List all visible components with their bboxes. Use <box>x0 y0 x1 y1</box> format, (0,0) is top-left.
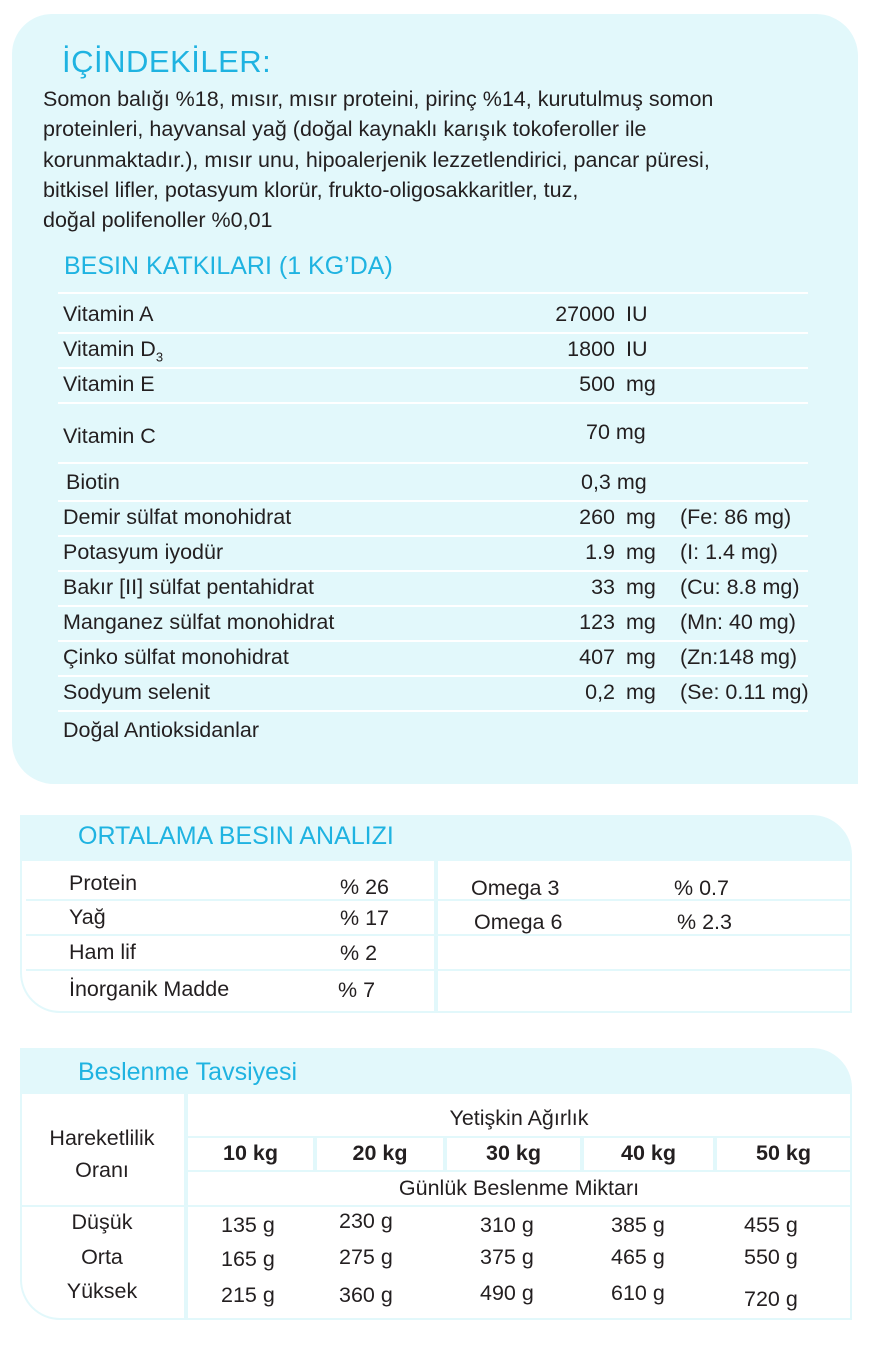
additive-value: 0,3 mg <box>581 470 647 494</box>
additive-unit: mg <box>626 645 656 669</box>
additive-value: 33 <box>591 575 615 599</box>
analysis-row-divider <box>26 969 850 971</box>
analysis-value: % 2 <box>340 941 378 965</box>
additive-name: Potasyum iyodür <box>63 540 224 564</box>
analysis-value: % 0.7 <box>674 876 729 900</box>
additives-divider <box>58 462 808 464</box>
ingredients-title: İÇİNDEKİLER: <box>62 44 272 79</box>
feeding-title: Beslenme Tavsiyesi <box>78 1058 298 1086</box>
additives-divider <box>58 402 808 404</box>
additive-name: Vitamin A <box>63 302 154 326</box>
additive-unit: mg <box>626 372 656 396</box>
feeding-amount: 490 g <box>480 1281 534 1305</box>
additive-element-content: (Fe: 86 mg) <box>680 505 792 529</box>
feeding-amount: 310 g <box>480 1213 534 1237</box>
analysis-name: İnorganik Madde <box>69 977 230 1001</box>
analysis-value: % 26 <box>340 875 390 899</box>
feeding-amount: 375 g <box>480 1245 534 1269</box>
analysis-value: % 17 <box>340 906 390 930</box>
additive-name: Sodyum selenit <box>63 680 210 704</box>
weight-column-header: 40 kg <box>621 1141 676 1165</box>
additive-value: 500 <box>579 372 615 396</box>
additive-value: 260 <box>579 505 615 529</box>
additive-name <box>63 337 163 364</box>
analysis-column-divider <box>434 861 438 1013</box>
daily-header: Günlük Beslenme Miktarı <box>398 1176 640 1200</box>
additive-unit: mg <box>626 540 656 564</box>
activity-level: Orta <box>81 1245 123 1269</box>
analysis-name: Omega 3 <box>471 876 560 900</box>
additive-element-content: (Se: 0.11 mg) <box>680 680 809 704</box>
additive-unit: IU <box>626 302 648 326</box>
additive-value: 1800 <box>567 337 615 361</box>
additive-value: 1.9 <box>585 540 615 564</box>
analysis-title: ORTALAMA BESIN ANALIZI <box>78 822 394 850</box>
weight-column-header: 10 kg <box>223 1141 278 1165</box>
additive-value: 123 <box>579 610 615 634</box>
additive-value: 70 mg <box>586 420 646 444</box>
weight-column-header: 20 kg <box>352 1141 408 1165</box>
additive-name: Çinko sülfat monohidrat <box>63 645 289 669</box>
feeding-row-divider <box>186 1170 850 1172</box>
feeding-amount: 720 g <box>744 1287 798 1311</box>
additives-divider <box>58 535 808 537</box>
additives-divider <box>58 332 808 334</box>
weight-header: Yetişkin Ağırlık <box>449 1106 589 1130</box>
additive-element-content: (Zn:148 mg) <box>680 645 798 669</box>
feeding-amount: 135 g <box>221 1213 275 1237</box>
additive-name: Bakır [II] sülfat pentahidrat <box>63 575 314 599</box>
additives-footer: Doğal Antioksidanlar <box>63 718 260 742</box>
activity-level: Yüksek <box>66 1279 138 1303</box>
additive-name: Manganez sülfat monohidrat <box>63 610 335 634</box>
additives-divider <box>58 640 808 642</box>
additive-name: Vitamin C <box>63 424 156 448</box>
analysis-value: % 2.3 <box>677 910 732 934</box>
feeding-amount: 360 g <box>339 1283 393 1307</box>
additive-element-content: (Mn: 40 mg) <box>680 610 796 634</box>
additive-value: 0,2 <box>585 680 615 704</box>
additives-divider <box>58 292 808 294</box>
ingredients-line: bitkisel lifler, potasyum klorür, frukto-oligosakkaritler, tuz, <box>43 177 579 202</box>
ingredients-text <box>43 84 843 235</box>
additive-unit: mg <box>626 610 656 634</box>
activity-level: Düşük <box>71 1210 133 1234</box>
analysis-name: Omega 6 <box>474 910 563 934</box>
feeding-amount: 165 g <box>221 1247 275 1271</box>
ingredients-line: doğal polifenoller %0,01 <box>43 208 273 233</box>
additive-name: Vitamin E <box>63 372 155 396</box>
weight-column-header: 50 kg <box>756 1141 811 1165</box>
analysis-name: Protein <box>69 871 138 895</box>
analysis-value: % 7 <box>338 978 376 1002</box>
feeding-amount: 385 g <box>611 1213 665 1237</box>
additive-element-content: (Cu: 8.8 mg) <box>680 575 800 599</box>
feeding-amount: 215 g <box>221 1283 275 1307</box>
additive-unit: mg <box>626 680 656 704</box>
additives-divider <box>58 605 808 607</box>
additives-divider <box>58 500 808 502</box>
feeding-amount: 455 g <box>744 1213 798 1237</box>
additives-title: BESIN KATKILARI (1 KG’DA) <box>64 252 393 280</box>
additive-unit: IU <box>626 337 648 361</box>
additive-name: Demir sülfat monohidrat <box>63 505 292 529</box>
additive-value: 27000 <box>555 302 615 326</box>
activity-label: Hareketlilik <box>49 1126 155 1150</box>
additive-name-text: Vitamin D <box>63 337 156 361</box>
feeding-row-divider <box>22 1205 850 1207</box>
feeding-row-divider <box>186 1136 850 1138</box>
weight-column-header: 30 kg <box>486 1141 541 1165</box>
additive-name: Biotin <box>66 470 120 494</box>
activity-label: Oranı <box>75 1158 129 1182</box>
feeding-amount: 465 g <box>611 1245 665 1269</box>
feeding-amount: 230 g <box>339 1209 393 1233</box>
feeding-amount: 550 g <box>744 1245 798 1269</box>
ingredients-line: proteinleri, hayvansal yağ (doğal kaynaklı karışık tokoferoller ile <box>43 117 647 142</box>
feeding-amount: 275 g <box>339 1245 393 1269</box>
additives-divider <box>58 367 808 369</box>
analysis-name: Yağ <box>69 905 106 929</box>
additive-unit: mg <box>626 575 656 599</box>
ingredients-line: Somon balığı %18, mısır, mısır proteini, pirinç %14, kurutulmuş somon <box>43 87 714 111</box>
additives-divider <box>58 710 808 712</box>
additive-unit: mg <box>626 505 656 529</box>
analysis-name: Ham lif <box>69 940 136 964</box>
additive-subscript: 3 <box>155 349 164 365</box>
feeding-amount: 610 g <box>611 1281 665 1305</box>
additives-divider <box>58 675 808 677</box>
ingredients-line: korunmaktadır.), mısır unu, hipoalerjenik lezzetlendirici, pancar püresi, <box>43 147 710 172</box>
additive-value: 407 <box>579 645 615 669</box>
additive-element-content: (I: 1.4 mg) <box>680 540 778 564</box>
additives-divider <box>58 570 808 572</box>
